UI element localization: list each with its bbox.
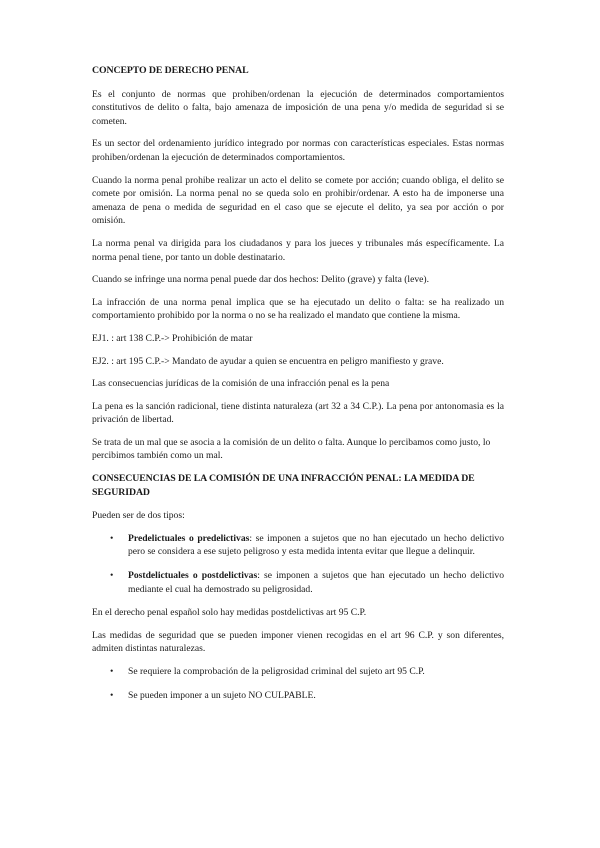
list-item-text: Se pueden imponer a un sujeto NO CULPABLE. bbox=[128, 689, 316, 701]
term-description: : se imponen a sujetos que han ejecutado un hecho delictivo mediante el cual ha demostrado su peligrosidad. bbox=[128, 570, 505, 595]
paragraph-tipos-intro: Pueden ser de dos tipos: bbox=[92, 510, 185, 522]
bullet-icon: • bbox=[110, 532, 114, 544]
paragraph-derecho-espanol: En el derecho penal español solo hay medidas postdelictivas art 95 C.P. bbox=[92, 607, 367, 619]
types-list bbox=[92, 532, 504, 596]
paragraph-definition-2: Es un sector del ordenamiento jurídico integrado por normas con características especiales. Estas normas prohiben/ordenan la ejecución de determinados comportamientos. bbox=[92, 138, 504, 163]
list-item bbox=[92, 689, 504, 703]
paragraph-delito-falta: Cuando se infringe una norma penal puede dar dos hechos: Delito (grave) y falta (leve). bbox=[92, 274, 429, 286]
paragraph-infraccion: La infracción de una norma penal implica que se ha ejecutado un delito o falta: se ha realizado un comportamiento prohibido por la norma o no se ha realizado el mandato que contiene la misma. bbox=[92, 296, 504, 322]
list-item-text: Se requiere la comprobación de la peligrosidad criminal del sujeto art 95 C.P. bbox=[128, 666, 425, 677]
paragraph-example-1: EJ1. : art 138 C.P.-> Prohibición de matar bbox=[92, 332, 253, 344]
list-item bbox=[92, 532, 504, 559]
bullet-icon: • bbox=[110, 570, 114, 582]
paragraph-accion-omision: Cuando la norma penal prohibe realizar un acto el delito se comete por acción; cuando obliga, el delito se comete por omisión. La norma penal no se queda solo en prohibir/ordenar. A esto ha de imponerse una amenaza de pena o medida de seguridad en el caso que se ejecute el delito, ya sea por acción o por omisión. bbox=[92, 174, 504, 227]
bullet-icon: • bbox=[110, 666, 114, 677]
paragraph-destinatario: La norma penal va dirigida para los ciudadanos y para los jueces y tribunales más específicamente. La norma penal tiene, por tanto un doble destinatario. bbox=[92, 237, 504, 263]
page-title: CONCEPTO DE DERECHO PENAL bbox=[92, 65, 249, 76]
paragraph-definition-1: Es el conjunto de normas que prohiben/ordenan la ejecución de determinados comportamientos constitutivos de delito o falta, bajo amenaza de imposición de una pena y/o medida de seguridad si se cometen. bbox=[92, 88, 504, 127]
document-page bbox=[92, 64, 504, 712]
paragraph-consecuencias: Las consecuencias jurídicas de la comisión de una infracción penal es la pena bbox=[92, 378, 390, 390]
bullet-icon: • bbox=[110, 689, 114, 701]
list-item bbox=[92, 665, 504, 679]
paragraph-medidas-art96: Las medidas de seguridad que se pueden imponer vienen recogidas en el art 96 C.P. y son diferentes, admiten distintas naturalezas. bbox=[92, 629, 504, 655]
section-title-medida-seguridad: CONSECUENCIAS DE LA COMISIÓN DE UNA INFRACCIÓN PENAL: LA MEDIDA DE SEGURIDAD bbox=[92, 473, 475, 498]
requirements-list bbox=[92, 665, 504, 702]
list-item bbox=[92, 569, 504, 596]
term-description: : se imponen a sujetos que no han ejecutado un hecho delictivo pero se considera a ese sujeto peligroso y esta medida intenta evitar que llegue a delinquir. bbox=[128, 532, 504, 558]
paragraph-example-2: EJ2. : art 195 C.P.-> Mandato de ayudar a quien se encuentra en peligro manifiesto y grave. bbox=[92, 355, 444, 367]
term-predelictuales: Predelictuales o predelictivas bbox=[128, 532, 250, 544]
paragraph-mal: Se trata de un mal que se asocia a la comisión de un delito o falta. Aunque lo percibamos como justo, lo percibimos también como un mal. bbox=[92, 436, 491, 462]
term-postdelictuales: Postdelictuales o postdelictivas bbox=[128, 570, 258, 582]
paragraph-pena: La pena es la sanción radicional, tiene distinta naturaleza (art 32 a 34 C.P.). La pena por antonomasia es la privación de libertad. bbox=[92, 400, 504, 426]
